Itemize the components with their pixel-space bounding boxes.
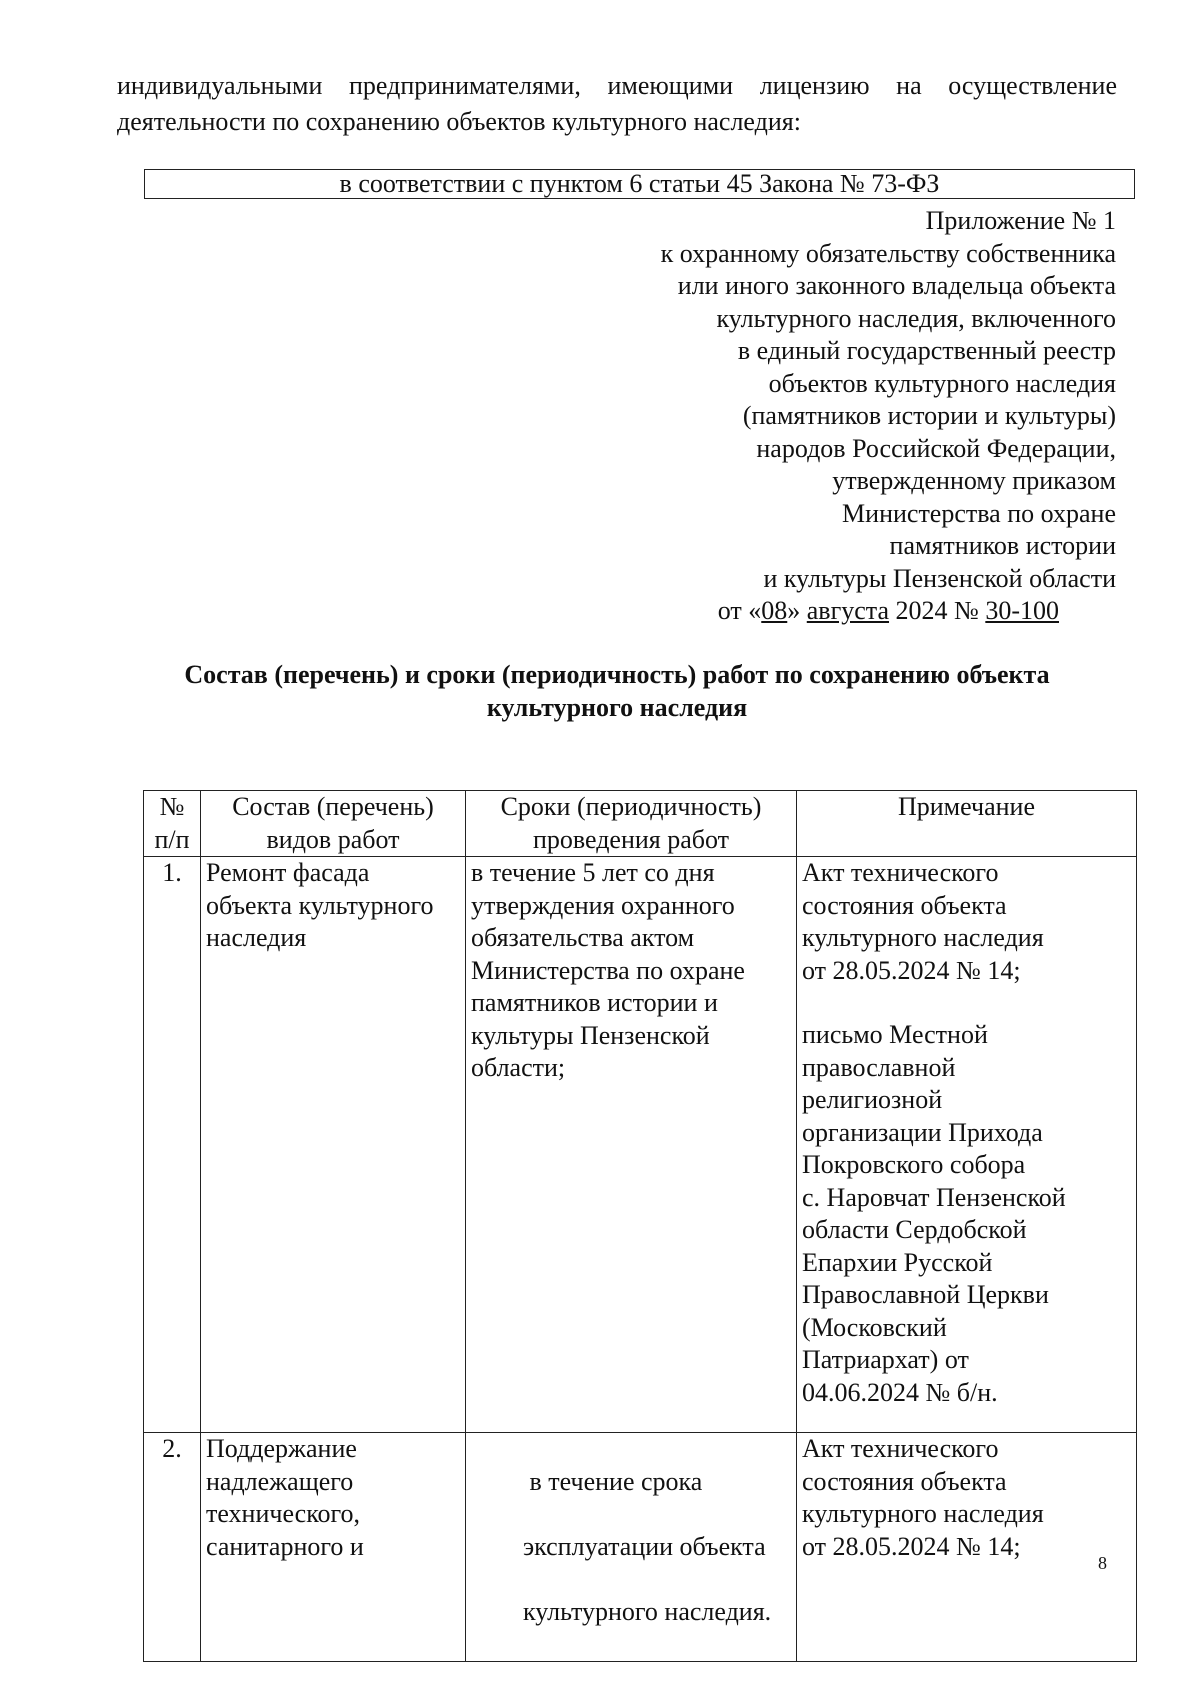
note-cell: Акт технического состояния объекта культурного наследия от 28.05.2024 № 14; письмо Местной православной религиозной организации Прихода Покровского собора с. Наровчат Пензенской области Сердобской Епархии Русской Православной Церкви (Московский Патриархат) от 04.06.2024 № б/н. (797, 857, 1137, 1433)
order-day: 08 (761, 596, 788, 625)
appendix-line: утвержденному приказом (832, 466, 1116, 495)
terms-cell: в течение срока эксплуатации объекта культурного наследия. (466, 1433, 797, 1662)
page-number: 8 (1098, 1553, 1107, 1573)
row-number: 1. (144, 857, 201, 1433)
terms-cell: в течение 5 лет со дня утверждения охранного обязательства актом Министерства по охране памятников истории и культуры Пензенской области; (466, 857, 797, 1433)
appendix-line: Министерства по охране (842, 498, 1116, 528)
header-terms: Сроки (периодичность) проведения работ (466, 791, 797, 857)
works-table (143, 790, 1137, 1662)
appendix-line: к охранному обязательству собственника (660, 238, 1116, 268)
works-cell: Поддержание надлежащего технического, санитарного и (201, 1433, 466, 1662)
appendix-line: памятников истории (889, 531, 1116, 560)
appendix-header (596, 205, 1116, 628)
table-row (144, 857, 1137, 1433)
table-header-row (144, 791, 1137, 857)
note-cell: Акт технического состояния объекта культурного наследия от 28.05.2024 № 14; (797, 1433, 1137, 1662)
appendix-line: в единый государственный реестр (737, 336, 1116, 365)
intro-line-2: деятельности по сохранению объектов культурного наследия: (117, 107, 801, 136)
order-number: 30-100 (985, 596, 1059, 625)
order-date-line (539, 595, 1059, 628)
header-note: Примечание (797, 791, 1137, 857)
intro-line-1: индивидуальными предпринимателями, имеющими лицензию на осуществление (117, 71, 1117, 100)
appendix-line: или иного законного владельца объекта (677, 271, 1116, 300)
appendix-line: объектов культурного наследия (768, 368, 1116, 398)
date-prefix: от « (717, 596, 762, 625)
date-mid: » (787, 596, 807, 625)
appendix-line: культурного наследия, включенного (716, 303, 1116, 333)
section-title-line-1: Состав (перечень) и сроки (периодичность) работ по сохранению объекта (184, 660, 1050, 689)
appendix-line: Приложение № 1 (925, 206, 1116, 235)
table-row (144, 1433, 1137, 1662)
section-title-line-2: культурного наследия (486, 693, 748, 722)
appendix-line: и культуры Пензенской области (763, 563, 1116, 593)
header-number: № п/п (144, 791, 201, 857)
appendix-line: (памятников истории и культуры) (742, 401, 1116, 430)
appendix-line: народов Российской Федерации, (756, 433, 1116, 463)
works-cell: Ремонт фасада объекта культурного наследия (201, 857, 466, 1433)
legal-basis-box: в соответствии с пунктом 6 статьи 45 Закона № 73-ФЗ (144, 169, 1135, 199)
row-number: 2. (144, 1433, 201, 1662)
order-month: августа (806, 596, 890, 625)
header-works: Состав (перечень) видов работ (201, 791, 466, 857)
section-title (117, 658, 1117, 724)
intro-paragraph (117, 68, 1117, 140)
order-year: 2024 № (889, 596, 986, 625)
